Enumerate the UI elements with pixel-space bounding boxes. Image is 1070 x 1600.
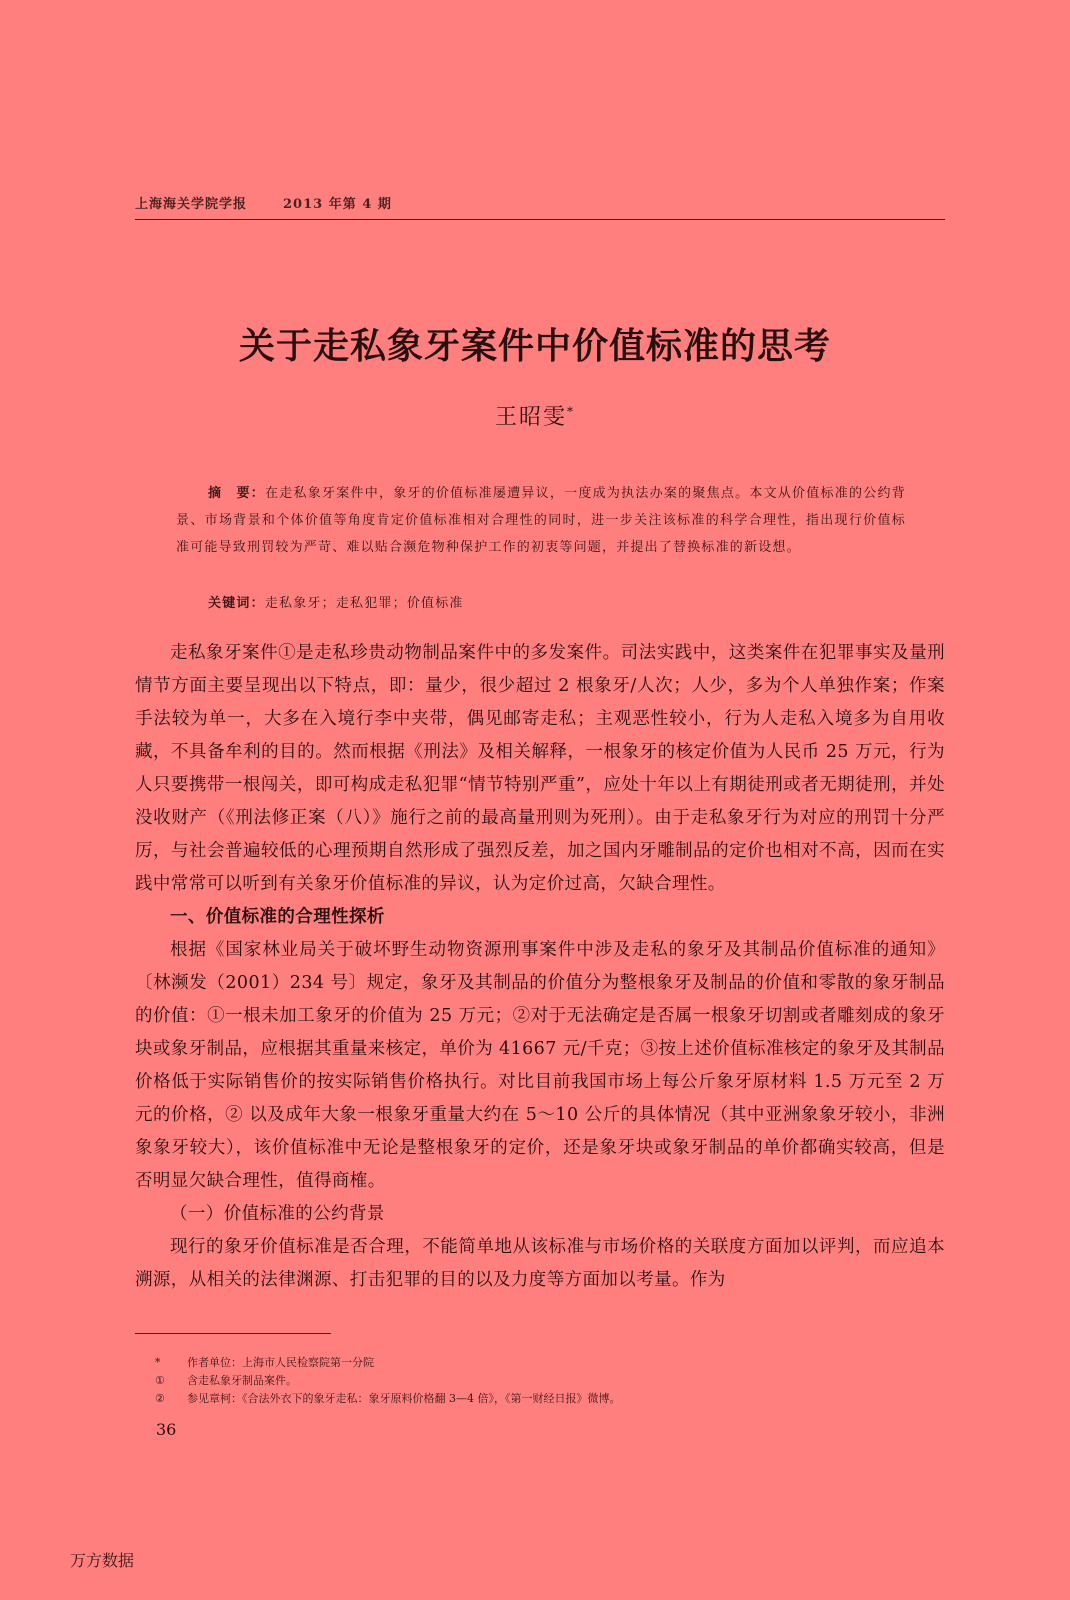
footnote-text: 作者单位：上海市人民检察院第一分院 <box>187 1356 374 1369</box>
footnote-text: 含走私象牙制品案件。 <box>187 1374 297 1387</box>
keywords <box>208 592 464 611</box>
author-line <box>0 400 1070 431</box>
footnote-divider <box>135 1333 331 1334</box>
footnote-mark: * <box>155 1356 161 1369</box>
footnote <box>155 1390 621 1408</box>
author-name: 王昭雯 <box>494 405 567 430</box>
keywords-label: 关键词： <box>208 596 265 611</box>
journal-name: 上海海关学院学报 <box>135 197 248 212</box>
section-heading: 一、价值标准的合理性探析 <box>170 907 385 927</box>
paragraph: 走私象牙案件①是走私珍贵动物制品案件中的多发案件。司法实践中，这类案件在犯罪事实及量刑情节方面主要呈现出以下特点，即：量少，很少超过 2 根象牙/人次；人少，多为个人单独作案；作案手法较为单一，大多在入境行李中夹带，偶见邮寄走私；主观恶性较小，行为人走私入境多为自用收藏，不具备牟利的目的。然而根据《刑法》及相关解释，一根象牙的核定价值为人民币 25 万元，行为人只要携带一根闯关，即可构成走私犯罪“情节特别严重”，应处十年以上有期徒刑或者无期徒刑，并处没收财产（《刑法修正案（八）》施行之前的最高量刑则为死刑）。由于走私象牙行为对应的刑罚十分严厉，与社会普遍较低的心理预期自然形成了强烈反差，加之国内牙雕制品的定价也相对不高，因而在实践中常常可以听到有关象牙价值标准的异议，认为定价过高，欠缺合理性。 <box>135 643 945 894</box>
keywords-text: 走私象牙；走私犯罪；价值标准 <box>264 596 464 611</box>
footnotes <box>155 1354 621 1408</box>
page-number: 36 <box>156 1420 177 1439</box>
article-title: 关于走私象牙案件中价值标准的思考 <box>238 325 831 367</box>
running-head <box>135 193 392 212</box>
abstract-label: 摘 要： <box>208 486 265 501</box>
footnote-text: 参见章柯：《合法外衣下的象牙走私：象牙原料价格翻 3—4 倍》，《第一财经日报》微博。 <box>187 1392 621 1405</box>
subsection-heading: （一）价值标准的公约背景 <box>170 1204 385 1224</box>
issue-label: 2013 年第 4 期 <box>283 197 392 212</box>
abstract <box>176 480 906 561</box>
author-footnote-mark: * <box>567 404 575 419</box>
footnote <box>155 1372 621 1390</box>
header-divider <box>135 219 945 220</box>
paragraph: 根据《国家林业局关于破坏野生动物资源刑事案件中涉及走私的象牙及其制品价值标准的通知》〔林濒发（2001）234 号〕规定，象牙及其制品的价值分为整根象牙及制品的价值和零散的象牙制品的价值：①一根未加工象牙的价值为 25 万元；②对于无法确定是否属一根象牙切割或者雕刻成的象牙块或象牙制品，应根据其重量来核定，单价为 41667 元/千克；③按上述价值标准核定的象牙及其制品价格低于实际销售价的按实际销售价格执行。对比目前我国市场上每公斤象牙原材料 1.5 万元至 2 万元的价格，② 以及成年大象一根象牙重量大约在 5～10 公斤的具体情况（其中亚洲象象牙较小，非洲象象牙较大），该价值标准中无论是整根象牙的定价，还是象牙块或象牙制品的单价都确实较高，但是否明显欠缺合理性，值得商榷。 <box>135 940 945 1191</box>
article-body <box>135 637 945 1297</box>
watermark: 万方数据 <box>70 1551 135 1570</box>
footnote-mark: ② <box>155 1392 165 1405</box>
footnote-mark: ① <box>155 1374 165 1387</box>
abstract-text: 在走私象牙案件中，象牙的价值标准屡遭异议，一度成为执法办案的聚焦点。本文从价值标准的公约背景、市场背景和个体价值等角度肯定价值标准相对合理性的同时，进一步关注该标准的科学合理性，指出现行价值标准可能导致刑罚较为严苛、难以贴合濒危物种保护工作的初衷等问题，并提出了替换标准的新设想。 <box>176 486 906 555</box>
paragraph: 现行的象牙价值标准是否合理，不能简单地从该标准与市场价格的关联度方面加以评判，而应追本溯源，从相关的法律渊源、打击犯罪的目的以及力度等方面加以考量。作为 <box>135 1237 945 1290</box>
footnote <box>155 1354 621 1372</box>
